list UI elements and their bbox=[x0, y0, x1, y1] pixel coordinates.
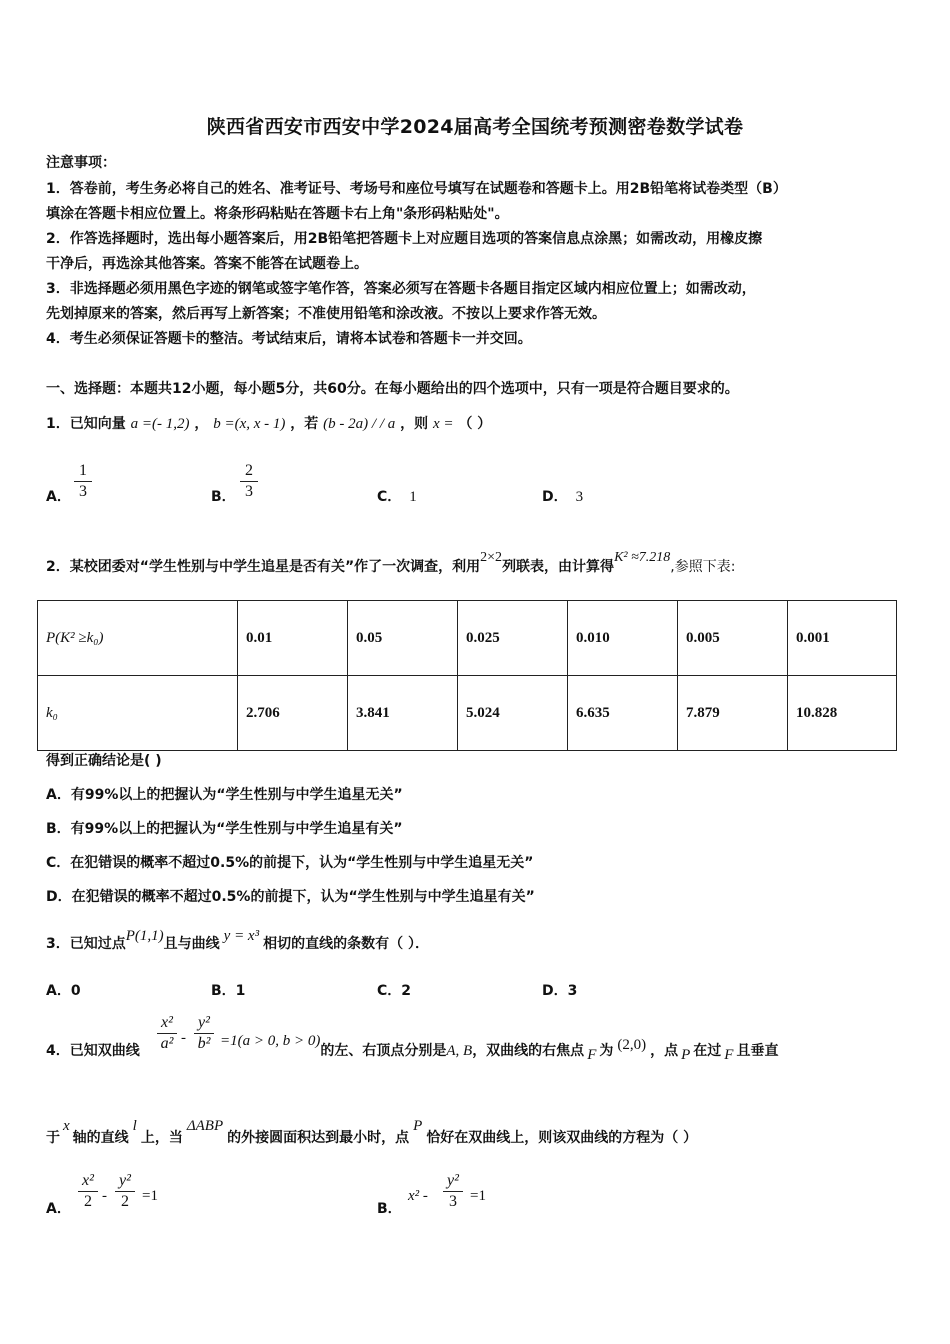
table-cell: 0.05 bbox=[348, 601, 458, 676]
q1-option-d: D． 3 bbox=[542, 489, 584, 505]
math-x: x bbox=[63, 1118, 70, 1134]
table-cell: 3.841 bbox=[348, 676, 458, 751]
notice-heading: 注意事项： bbox=[46, 155, 116, 171]
notice-line: 先划掉原来的答案，然后再写上新答案；不准使用铅笔和涂改液。不按以上要求作答无效。 bbox=[46, 306, 606, 322]
q1-option-b-label: B． bbox=[211, 489, 236, 505]
math-p: P bbox=[681, 1047, 691, 1063]
q4-minus: - bbox=[181, 1030, 186, 1046]
q2-option-b: B．有99%以上的把握认为“学生性别与中学生追星有关” bbox=[46, 821, 403, 837]
math-2x2: 2×2 bbox=[480, 550, 503, 565]
q2-conclusion: 得到正确结论是( ) bbox=[46, 753, 162, 769]
math-point-p: P(1,1) bbox=[125, 928, 164, 944]
section-heading: 一、选择题：本题共12小题，每小题5分，共60分。在每小题给出的四个选项中，只有一项是符合题目要求的。 bbox=[46, 381, 739, 397]
table-cell: 6.635 bbox=[568, 676, 678, 751]
math-p: P bbox=[413, 1118, 423, 1134]
table-cell: 0.010 bbox=[568, 601, 678, 676]
math-l: l bbox=[132, 1118, 137, 1134]
q4-option-a-fraction-2: y² 2 bbox=[115, 1172, 135, 1211]
q4-option-b-fraction: y² 3 bbox=[443, 1172, 463, 1211]
table-cell: 5.024 bbox=[458, 676, 568, 751]
question-1: 1．已知向量 a =(- 1,2) ， b =(x, x - 1) ，若 (b - 2a) / / a ，则 x = （ ） bbox=[46, 416, 492, 432]
question-3: 3．已知过点P(1,1)且与曲线 y = x³ 相切的直线的条数有（ ）． bbox=[46, 928, 429, 952]
math-k2: K² ≈7.218 bbox=[614, 550, 671, 565]
notice-line: 2．作答选择题时，选出每小题答案后，用2B铅笔把答题卡上对应题目选项的答案信息点涂黑；如需改动，用橡皮擦 bbox=[46, 231, 763, 247]
q1-option-a-fraction: 1 3 bbox=[74, 462, 92, 501]
q2-option-d: D．在犯错误的概率不超过0.5%的前提下，认为“学生性别与中学生追星有关” bbox=[46, 889, 535, 905]
table-cell: 0.025 bbox=[458, 601, 568, 676]
math-triangle: ΔABP bbox=[186, 1118, 224, 1134]
q4-option-a-minus: - bbox=[102, 1188, 107, 1204]
q3-option-c: C．2 bbox=[377, 983, 412, 999]
q2-option-c: C．在犯错误的概率不超过0.5%的前提下，认为“学生性别与中学生追星无关” bbox=[46, 855, 534, 871]
table-row bbox=[38, 676, 897, 751]
q1-option-b-fraction: 2 3 bbox=[240, 462, 258, 501]
math-condition: (b - 2a) / / a bbox=[323, 416, 396, 432]
q4-option-a-eq: =1 bbox=[142, 1188, 158, 1204]
math-curve: y = x³ bbox=[223, 928, 260, 944]
math-vector-b: b =(x, x - 1) bbox=[213, 416, 286, 432]
q3-option-a: A．0 bbox=[46, 983, 81, 999]
math-condition: =1(a > 0, b > 0) bbox=[220, 1033, 321, 1049]
q1-option-c: C． 1 bbox=[377, 489, 417, 505]
table-cell: 2.706 bbox=[238, 676, 348, 751]
q4-option-a-label: A． bbox=[46, 1201, 71, 1217]
q2-option-a: A．有99%以上的把握认为“学生性别与中学生追星无关” bbox=[46, 787, 403, 803]
q4-option-a-fraction-1: x² 2 bbox=[78, 1172, 98, 1211]
critical-value-table bbox=[37, 600, 897, 751]
notice-line: 4．考生必须保证答题卡的整洁。考试结束后，请将本试卷和答题卡一并交回。 bbox=[46, 331, 532, 347]
question-4-line2: 于x轴的直线l上，当ΔABP的外接圆面积达到最小时，点P恰好在双曲线上，则该双曲线的方程为（ ） bbox=[46, 1118, 698, 1146]
table-cell: 7.879 bbox=[678, 676, 788, 751]
q4-fraction-x: x² a² bbox=[157, 1014, 177, 1053]
question-2: 2．某校团委对“学生性别与中学生追星是否有关”作了一次调查，利用2×2列联表，由计算得K² ≈7.218,参照下表: bbox=[46, 550, 736, 575]
math-x: x = bbox=[433, 416, 454, 432]
table-row bbox=[38, 601, 897, 676]
table-cell: k₀ bbox=[38, 676, 238, 751]
q3-option-d: D．3 bbox=[542, 983, 578, 999]
table-cell: P(K² ≥k₀) bbox=[38, 601, 238, 676]
notice-line: 1．答卷前，考生务必将自己的姓名、准考证号、考场号和座位号填写在试题卷和答题卡上。用2B铅笔将试卷类型（B） bbox=[46, 181, 787, 197]
notice-line: 3．非选择题必须用黑色字迹的钢笔或签字笔作答，答案必须写在答题卡各题目指定区域内相应位置上；如需改动， bbox=[46, 281, 756, 297]
table-cell: 0.001 bbox=[788, 601, 897, 676]
q4-option-b-label: B． bbox=[377, 1201, 402, 1217]
question-4-line1: =1(a > 0, b > 0)的左、右顶点分别是A, B，双曲线的右焦点 F 为 (2,0) ，点 P 在过 F 且垂直 bbox=[220, 1033, 779, 1063]
table-cell: 0.005 bbox=[678, 601, 788, 676]
table-cell: 0.01 bbox=[238, 601, 348, 676]
q1-option-a-label: A． bbox=[46, 489, 71, 505]
question-4-intro: 4．已知双曲线 bbox=[46, 1043, 140, 1059]
q4-option-b-eq: =1 bbox=[470, 1188, 486, 1204]
math-vector-a: a =(- 1,2) bbox=[130, 416, 190, 432]
table-cell: 10.828 bbox=[788, 676, 897, 751]
notice-line: 填涂在答题卡相应位置上。将条形码粘贴在答题卡右上角"条形码粘贴处"。 bbox=[46, 206, 509, 222]
q4-fraction-y: y² b² bbox=[194, 1014, 214, 1053]
math-f: F bbox=[587, 1047, 597, 1063]
math-f: F bbox=[724, 1047, 734, 1063]
page-title: 陕西省西安市西安中学2024届高考全国统考预测密卷数学试卷 bbox=[206, 116, 744, 138]
math-focus: (2,0) bbox=[617, 1037, 647, 1053]
q4-option-b-lead: x² - bbox=[408, 1188, 428, 1204]
math-ab: A, B bbox=[446, 1043, 473, 1059]
q3-option-b: B．1 bbox=[211, 983, 246, 999]
notice-line: 干净后，再选涂其他答案。答案不能答在试题卷上。 bbox=[46, 256, 368, 272]
